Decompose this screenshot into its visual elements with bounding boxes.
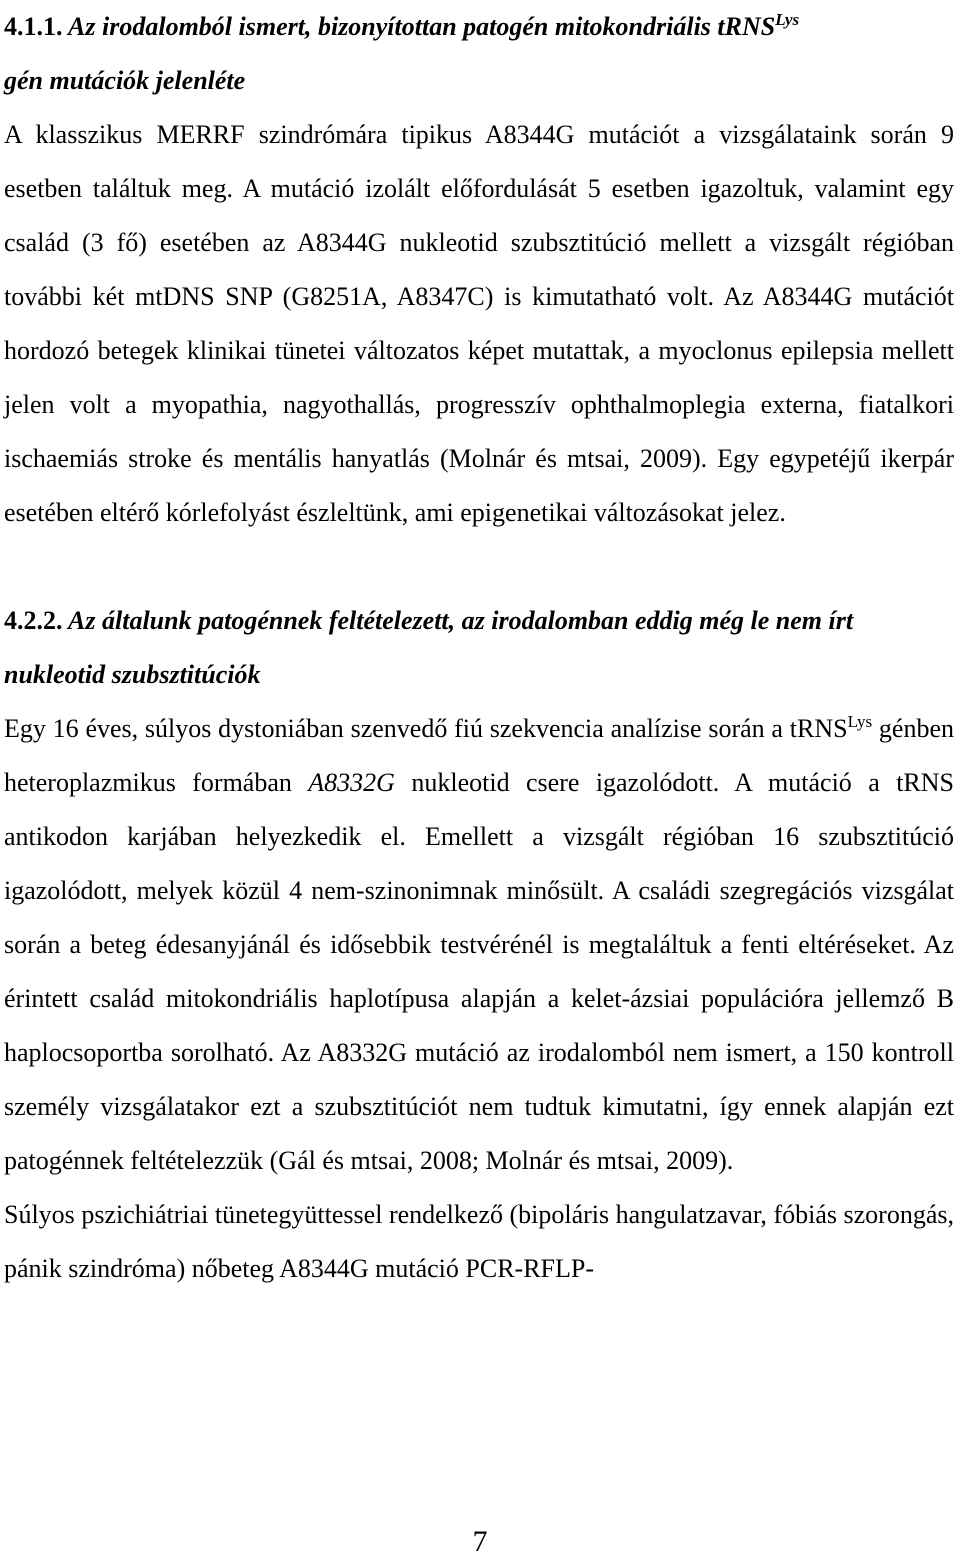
section-heading-4-1-1	[4, 0, 954, 108]
document-page	[4, 0, 954, 1296]
trns-superscript: Lys	[847, 712, 873, 731]
p1-text-mid: génben heteroplazmikus formában	[4, 714, 954, 797]
section-title-line2: gén mutációk jelenléte	[4, 66, 246, 95]
section-gap	[4, 540, 954, 594]
title-superscript: Lys	[775, 10, 800, 29]
section1-paragraph: A klasszikus MERRF szindrómára tipikus A8344G mutációt a vizsgálataink során 9 esetben találtuk meg. A mutáció izolált előfordulását 5 esetben igazoltuk, valamint egy család (3 fő) esetében az A8344G nukleotid szubsztitúció mellett a vizsgált régióban további két mtDNS SNP (G8251A, A8347C) is kimutatható volt. Az A8344G mutációt hordozó betegek klinikai tünetei változatos képet mutattak, a myoclonus epilepsia mellett jelen volt a myopathia, nagyothallás, progresszív ophthalmoplegia externa, fiatalkori ischaemiás stroke és mentális hanyatlás (Molnár és mtsai, 2009). Egy egypetéjű ikerpár esetében eltérő kórlefolyást észleltünk, ami epigenetikai változásokat jelez.	[4, 120, 954, 527]
mutation-name: A8332G	[308, 768, 395, 797]
section-number: 4.1.1.	[4, 12, 63, 41]
p1-text-before: Egy 16 éves, súlyos dystoniában szenvedő fiú szekvencia analízise során a tRNS	[4, 714, 848, 743]
section2-paragraph-2: Súlyos pszichiátriai tünetegyüttessel rendelkező (bipoláris hangulatzavar, fóbiás szorongás, pánik szindróma) nőbeteg A8344G mutáció PCR-RFLP-	[4, 1200, 954, 1283]
section-number: 4.2.2.	[4, 606, 63, 635]
section-title: Az irodalomból ismert, bizonyítottan patogén mitokondriális tRNS	[68, 12, 776, 41]
p1-text-after: nukleotid csere igazolódott. A mutáció a tRNS antikodon karjában helyezkedik el. Emellett a vizsgált régióban 16 szubsztitúció igazolódott, melyek közül 4 nem-szinonimnak minősült. A családi szegregációs vizsgálat során a beteg édesanyjánál és idősebbik testvérénél is megtaláltuk a fenti eltéréseket. Az érintett család mitokondriális haplotípusa alapján a kelet-ázsiai populációra jellemző B haplocsoportba sorolható. Az A8332G mutáció az irodalomból nem ismert, a 150 kontroll személy vizsgálatakor ezt a szubsztitúciót nem tudtuk kimutatni, így ennek alapján ezt patogénnek feltételezzük (Gál és mtsai, 2008; Molnár és mtsai, 2009).	[4, 768, 954, 1175]
section-heading-4-2-2	[4, 594, 954, 702]
section2-paragraph-1	[4, 702, 954, 1188]
page-number: 7	[472, 1525, 488, 1558]
section-title: Az általunk patogénnek feltételezett, az irodalomban eddig még le nem írt nukleotid szubsztitúciók	[4, 606, 854, 689]
